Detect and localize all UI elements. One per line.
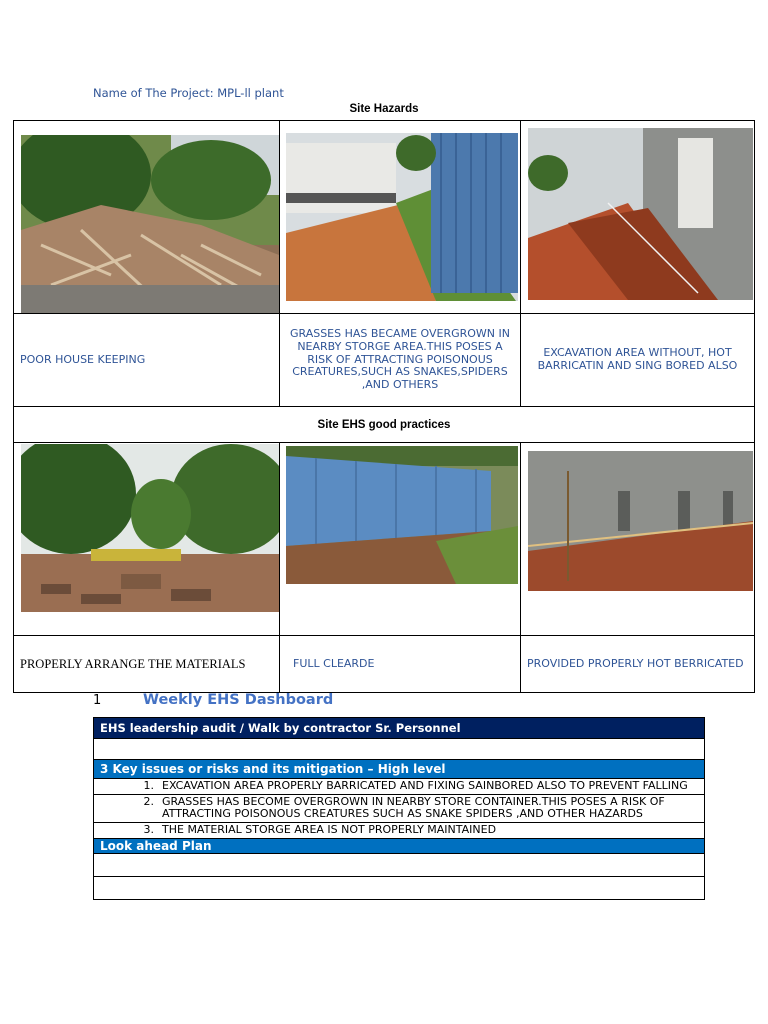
project-name: Name of The Project: MPL-ll plant: [93, 86, 284, 100]
hazard-caption-1: POOR HOUSE KEEPING: [14, 314, 280, 407]
hazard-photo-debris: [21, 135, 279, 313]
good-photo-row: [14, 443, 755, 636]
hazard-caption-2: GRASSES HAS BECAME OVERGROWN IN NEARBY STORGE AREA.THIS POSES A RISK OF ATTRACTING POISONOUS CREATURES,SUCH AS SNAKES,SPIDERS ,AND OTHERS: [280, 314, 521, 407]
good-practices-title: Site EHS good practices: [14, 407, 755, 443]
hazard-photo-cell-2: [280, 121, 521, 314]
ehs-dashboard-table: [93, 717, 705, 900]
site-photo-table: [13, 120, 755, 693]
dashboard-heading: [93, 692, 333, 708]
good-photo-barricade: [528, 451, 753, 591]
lookahead-header-row: [94, 838, 705, 853]
site-hazards-title: Site Hazards: [349, 103, 419, 115]
audit-empty-cell: [94, 739, 705, 760]
heading-text: Weekly EHS Dashboard: [143, 692, 334, 708]
hazard-photo-excavation: [528, 128, 753, 300]
good-photo-materials: [21, 444, 279, 612]
issue-row-2: [94, 794, 705, 822]
heading-number: 1: [93, 693, 102, 708]
hazard-photo-cell-3: [521, 121, 755, 314]
lookahead-empty-row-1: [94, 853, 705, 876]
good-caption-3: PROVIDED PROPERLY HOT BERRICATED: [521, 636, 755, 693]
good-caption-2: FULL CLEARDE: [280, 636, 521, 693]
good-photo-cell-3: [521, 443, 755, 636]
hazard-caption-row: [14, 314, 755, 407]
good-practices-row: [14, 407, 755, 443]
issue-row-1: [94, 779, 705, 795]
hazard-caption-3: EXCAVATION AREA WITHOUT, HOT BARRICATIN AND SING BORED ALSO: [521, 314, 755, 407]
good-photo-cell-1: [14, 443, 280, 636]
good-caption-1: PROPERLY ARRANGE THE MATERIALS: [14, 636, 280, 693]
lookahead-header: Look ahead Plan: [94, 838, 705, 853]
issue-row-3: [94, 822, 705, 838]
issue-item: 1. EXCAVATION AREA PROPERLY BARRICATED AND FIXING SAINBORED ALSO TO PREVENT FALLING: [143, 779, 688, 792]
issue-item: 3. THE MATERIAL STORGE AREA IS NOT PROPERLY MAINTAINED: [143, 822, 497, 836]
issues-header: 3 Key issues or risks and its mitigation – High level: [94, 760, 705, 779]
hazard-photo-row: [14, 121, 755, 314]
issue-item: 2. GRASSES HAS BECOME OVERGROWN IN NEARBY STORE CONTAINER.THIS POSES A RISK OF ATTRACTING POISONOUS CREATURES SUCH AS SNAKE SPIDERS ,AND OTHER HAZARDS: [143, 794, 665, 821]
audit-header: EHS leadership audit / Walk by contractor Sr. Personnel: [94, 718, 705, 739]
good-photo-cell-2: [280, 443, 521, 636]
audit-empty-row: [94, 739, 705, 760]
hazard-photo-grass: [286, 133, 518, 301]
audit-header-row: [94, 718, 705, 739]
issues-header-row: [94, 760, 705, 779]
lookahead-empty-row-2: [94, 876, 705, 899]
good-photo-cleared: [286, 446, 518, 584]
good-caption-row: [14, 636, 755, 693]
hazard-photo-cell-1: [14, 121, 280, 314]
